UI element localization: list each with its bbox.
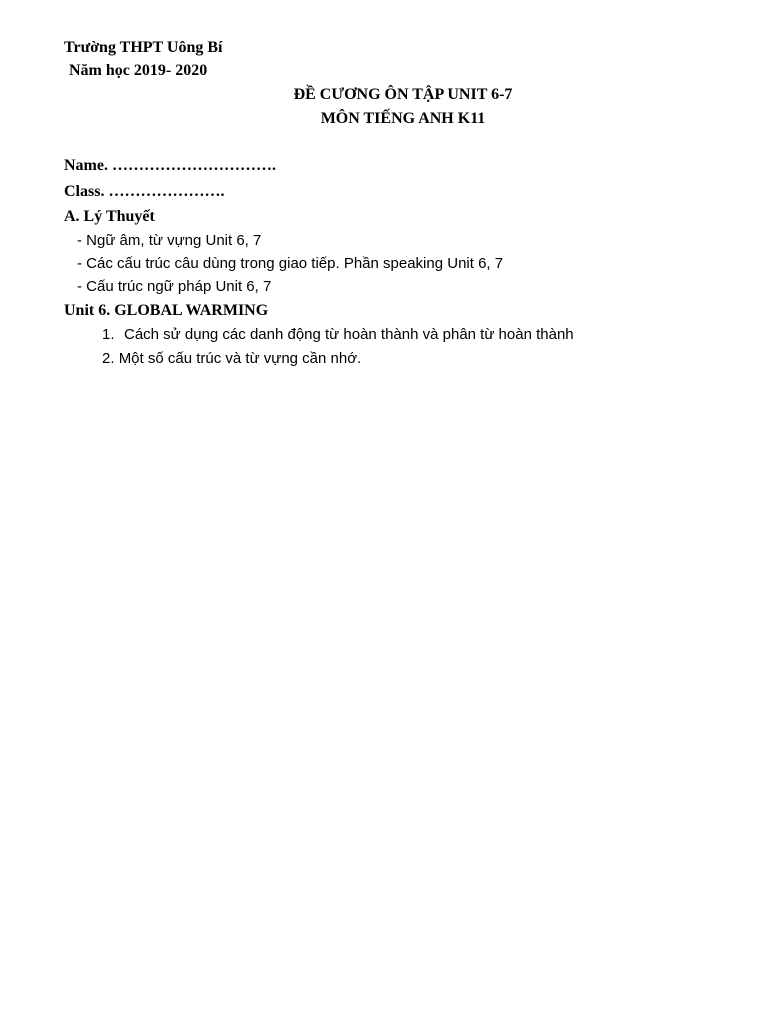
list-number: 1.	[102, 326, 115, 343]
unit6-heading: Unit 6. GLOBAL WARMING	[64, 302, 269, 319]
section-a-item: - Ngữ âm, từ vựng Unit 6, 7	[77, 232, 262, 249]
document-title: ĐỀ CƯƠNG ÔN TẬP UNIT 6-7	[293, 86, 513, 103]
document-subtitle: MÔN TIẾNG ANH K11	[320, 110, 486, 127]
section-a-heading: A. Lý Thuyết	[64, 208, 155, 225]
section-a-item: - Cấu trúc ngữ pháp Unit 6, 7	[77, 278, 272, 295]
name-field: Name. ………………………….	[64, 157, 276, 174]
list-text: Một số cấu trúc và từ vựng cần nhớ.	[118, 350, 362, 367]
class-field: Class. ………………….	[64, 183, 225, 200]
section-a-item: - Các cấu trúc câu dùng trong giao tiếp. Phần speaking Unit 6, 7	[77, 255, 504, 272]
school-year: Năm học 2019- 2020	[69, 62, 208, 79]
school-name: Trường THPT Uông Bí	[64, 39, 223, 56]
list-item	[102, 325, 574, 345]
list-number: 2.	[102, 350, 115, 367]
list-item	[102, 349, 361, 369]
list-text: Cách sử dụng các danh động từ hoàn thành và phân từ hoàn thành	[124, 326, 574, 343]
